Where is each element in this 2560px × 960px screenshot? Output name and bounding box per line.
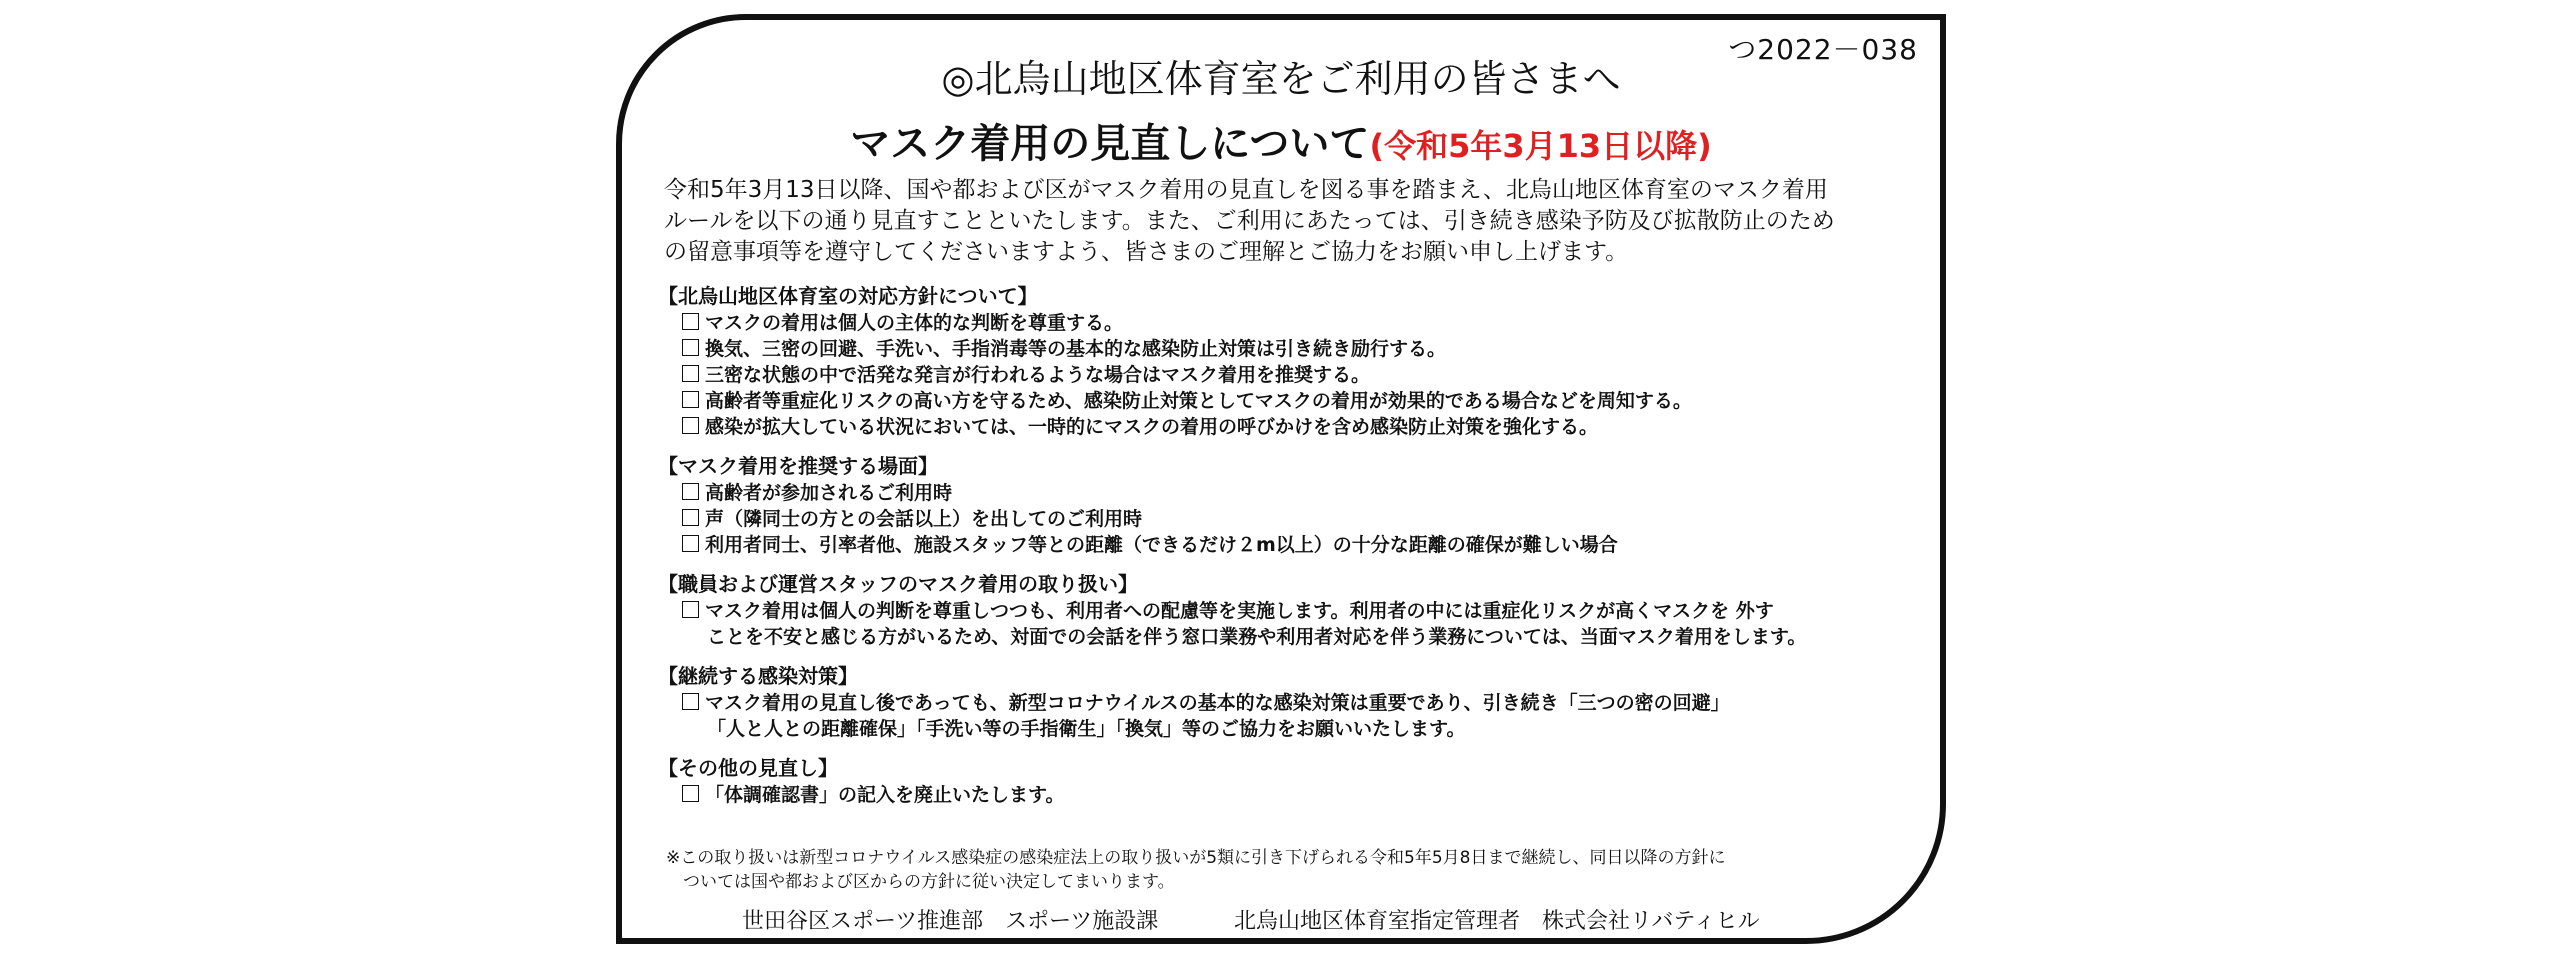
checklist-item	[658, 336, 1920, 362]
item-text: 「体調確認書」の記入を廃止いたします。	[705, 784, 1065, 806]
checklist-item	[658, 506, 1920, 532]
checkbox-icon	[682, 535, 699, 552]
item-text: 高齢者が参加されるご利用時	[705, 482, 953, 504]
section-heading: 【継続する感染対策】	[658, 664, 858, 688]
item-text: ことを不安と感じる方がいるため、対面での会話を伴う窓口業務や利用者対応を伴う業務については、当面マスク着用をします。	[707, 626, 1807, 648]
footnote-line: ※この取り扱いは新型コロナウイルス感染症の感染症法上の取り扱いが5類に引き下げられる令和5年5月8日まで継続し、同日以降の方針に	[666, 848, 1726, 868]
checkbox-icon	[682, 509, 699, 526]
notice-headline	[622, 112, 1940, 169]
item-text: 声（隣同士の方との会話以上）を出してのご利用時	[705, 508, 1143, 530]
issuer-ward: 世田谷区スポーツ推進部 スポーツ施設課	[742, 909, 1159, 934]
policy-section	[658, 282, 1920, 440]
intro-line: の留意事項等を遵守してくださいますよう、皆さまのご理解とご協力をお願い申し上げます。	[664, 239, 1629, 265]
issuer-manager: 北烏山地区体育室指定管理者 株式会社リバティヒル	[1234, 909, 1760, 934]
checklist-item	[658, 690, 1920, 716]
checkbox-icon	[682, 391, 699, 408]
footnote	[666, 846, 1910, 894]
item-text: 三密な状態の中で活発な発言が行われるような場合はマスク着用を推奨する。	[705, 364, 1371, 386]
item-text: マスク着用は個人の判断を尊重しつつも、利用者への配慮等を実施します。利用者の中には重症化リスクが高くマスクを 外す	[705, 600, 1774, 622]
intro-line: 令和5年3月13日以降、国や都および区がマスク着用の見直しを図る事を踏まえ、北烏山地区体育室のマスク着用	[664, 177, 1828, 203]
item-text: 利用者同士、引率者他、施設スタッフ等との距離（できるだけ２m以上）の十分な距離の確保が難しい場合	[705, 534, 1618, 556]
intro-paragraph	[664, 175, 1900, 268]
effective-date: (令和5年3月13日以降)	[1369, 127, 1712, 165]
checklist-item-continuation	[658, 716, 1920, 742]
checklist-item	[658, 782, 1920, 808]
checklist-item	[658, 388, 1920, 414]
item-text: マスクの着用は個人の主体的な判断を尊重する。	[705, 312, 1124, 334]
section-heading: 【北烏山地区体育室の対応方針について】	[658, 284, 1038, 308]
checklist-item	[658, 362, 1920, 388]
checkbox-icon	[682, 601, 699, 618]
policy-section	[658, 754, 1920, 808]
checkbox-icon	[682, 693, 699, 710]
checkbox-icon	[682, 417, 699, 434]
checklist-item	[658, 310, 1920, 336]
footnote-line: ついては国や都および区からの方針に従い決定してまいります。	[666, 872, 1175, 892]
checkbox-icon	[682, 483, 699, 500]
checkbox-icon	[682, 785, 699, 802]
item-text: 換気、三密の回避、手洗い、手指消毒等の基本的な感染防止対策は引き続き励行する。	[705, 338, 1447, 360]
section-heading: 【マスク着用を推奨する場面】	[658, 454, 938, 478]
item-text: 感染が拡大している状況においては、一時的にマスクの着用の呼びかけを含め感染防止対策を強化する。	[705, 416, 1599, 438]
policy-section	[658, 570, 1920, 650]
checkbox-icon	[682, 365, 699, 382]
headline-text: マスク着用の見直しについて	[850, 121, 1370, 167]
notice-frame	[616, 14, 1946, 944]
policy-sections	[658, 282, 1920, 820]
checkbox-icon	[682, 313, 699, 330]
policy-section	[658, 452, 1920, 558]
checklist-item	[658, 598, 1920, 624]
checklist-item	[658, 532, 1920, 558]
checklist-item	[658, 414, 1920, 440]
section-heading: 【その他の見直し】	[658, 756, 838, 780]
section-heading: 【職員および運営スタッフのマスク着用の取り扱い】	[658, 572, 1138, 596]
item-text: マスク着用の見直し後であっても、新型コロナウイルスの基本的な感染対策は重要であり、引き続き「三つの密の回避」	[705, 692, 1730, 714]
item-text: 高齢者等重症化リスクの高い方を守るため、感染防止対策としてマスクの着用が効果的である場合などを周知する。	[705, 390, 1692, 412]
document-number: つ2022－038	[1728, 33, 1918, 66]
checklist-item	[658, 480, 1920, 506]
notice-title: ◎北烏山地区体育室をご利用の皆さまへ	[941, 57, 1621, 101]
intro-line: ルールを以下の通り見直すことといたします。また、ご利用にあたっては、引き続き感染予防及び拡散防止のため	[664, 208, 1835, 234]
item-text: 「人と人との距離確保」「手洗い等の手指衛生」「換気」等のご協力をお願いいたします。	[707, 718, 1466, 740]
checkbox-icon	[682, 339, 699, 356]
policy-section	[658, 662, 1920, 742]
checklist-item-continuation	[658, 624, 1920, 650]
